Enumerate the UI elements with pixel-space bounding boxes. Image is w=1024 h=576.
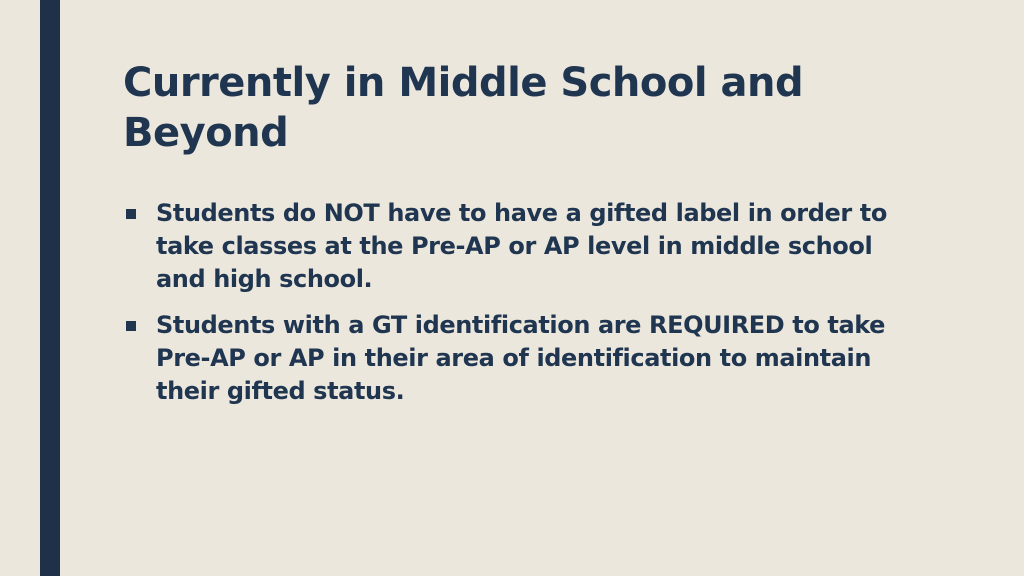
bullet-item <box>124 309 914 408</box>
square-bullet-icon <box>126 321 136 331</box>
bullet-item <box>124 197 914 296</box>
bullet-text: Students do NOT have to have a gifted label in order to take classes at the Pre-AP or AP level in middle school and high school. <box>156 199 887 293</box>
accent-side-bar <box>40 0 60 576</box>
bullet-text: Students with a GT identification are REQUIRED to take Pre-AP or AP in their area of identification to maintain their gifted status. <box>156 311 886 405</box>
slide-title: Currently in Middle School and Beyond <box>123 60 804 156</box>
square-bullet-icon <box>126 209 136 219</box>
bullet-list <box>124 197 914 421</box>
